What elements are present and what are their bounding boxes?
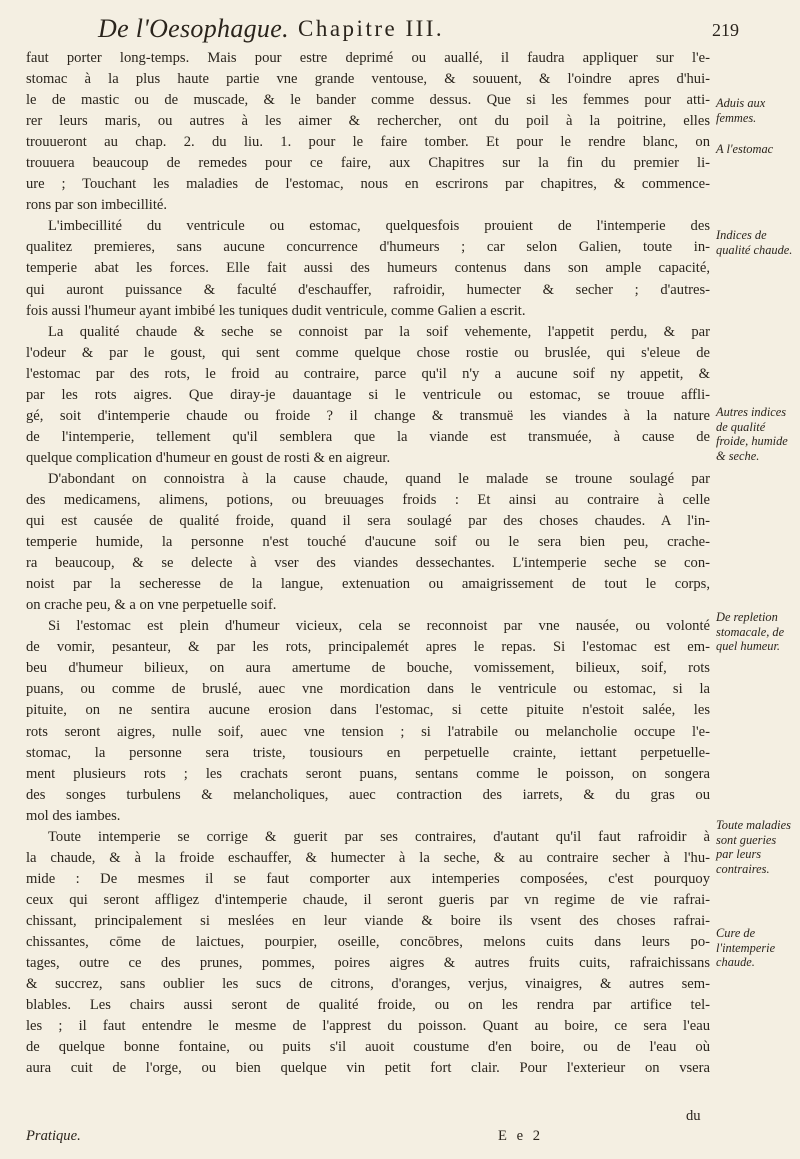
text-line: temperie humide, la personne n'est touché d'aucune soif ou le sera bien peu, crache- (26, 534, 710, 551)
text-line: ra beaucoup, & se delecte à vser des viandes dessechantes. L'intemperie seche se con- (26, 555, 710, 572)
text-line: chissantes, cōme de laictues, pourpier, oseille, concōbres, melons cuits dans leurs po- (26, 933, 710, 950)
margin-note-estomac: A l'estomac (716, 142, 774, 156)
text-line: noist par la secheresse de la langue, extenuation ou amaigrissement de tout le corps, (26, 576, 710, 593)
text-line: puans, ou comme de bruslé, auec vne mordication dans le ventricule ou estomac, si la (26, 681, 710, 698)
text-line: la chaude, & à la froide eschauffer, & humecter à la seche, & au contraire secher à l'hu- (26, 849, 710, 866)
margin-note-indices-chaude: Indices de qualité chaude. (716, 228, 793, 257)
text-line: l'odeur & par le goust, qui sent comme quelque chose rostie ou bruslée, qui s'eleue de (26, 344, 710, 361)
text-line: L'imbecillité du ventricule ou estomac, quelquesfois prouient de l'intemperie des (48, 218, 710, 235)
text-line: Toute intemperie se corrige & guerit par ses contraires, d'autant qu'il faut rafroidir à (48, 828, 710, 845)
text-line: stomac à la plus haute partie vne grande ventouse, & souuent, & l'oindre apres d'hui- (26, 71, 710, 88)
running-title: De l'Oesophague. (98, 14, 289, 43)
catchword-left: Pratique. (26, 1128, 81, 1144)
page-number: 219 (712, 20, 739, 40)
text-line: de quelque bonne fontaine, ou puits s'il auoit coustume d'en boire, ou de l'eau où (26, 1039, 710, 1056)
text-line: de vomir, pesanteur, & par les rots, principalemét apres le repas. Si l'estomac est em- (26, 639, 710, 656)
text-line: qui auront puissance & faculté d'eschauffer, rafroidir, humecter & secher ; d'autres- (26, 281, 710, 298)
text-line: fois aussi l'humeur ayant imbibé les tuniques dudit ventricule, comme Galien a escrit. (26, 302, 526, 319)
margin-note-aduis: Aduis aux femmes. (716, 96, 766, 125)
text-line: stomac, la personne sera triste, tousiours en perpetuelle crainte, iettant perpetuelle- (26, 744, 710, 761)
text-line: temperie abat les forces. Elle fait aussi des humeurs contenus dans son ample capacité, (26, 260, 710, 277)
text-line: tages, outre ce des prunes, pommes, poires aigres & autres fruits cuits, rafraichissans (26, 955, 710, 972)
text-line: qualitez premieres, sans aucune concurrence d'humeurs ; car selon Galien, toute in- (26, 239, 710, 256)
text-line: Si l'estomac est plein d'humeur vicieux, cela se reconnoist par vne nausée, ou volonté (48, 618, 710, 635)
text-line: ure ; Touchant les maladies de l'estomac, nous en escrirons par chapitres, & commence- (26, 176, 710, 193)
text-line: trouuera beaucoup de remedes pour ce faire, aux Chapitres sur la fin du premier li- (26, 155, 710, 172)
text-line: beu d'humeur bilieux, on aura amertume de bouche, vomissement, bilieux, soif, rots (26, 660, 710, 677)
text-line: quelque complication d'humeur en goust de rosti & en aigreur. (26, 449, 391, 466)
margin-note-contraires: Toute maladies sont gueries par leurs contraires. (716, 818, 791, 876)
margin-note-repletion: De repletion stomacale, de quel humeur. (716, 610, 785, 654)
text-line: rer leurs maris, ou autres à les aimer & rechercher, ont du poil à la poitrine, elles (26, 113, 710, 130)
margin-note-autres-indices: Autres indices de qualité froide, humide & seche. (716, 405, 788, 463)
chapter-title: Chapitre III. (298, 16, 445, 41)
text-line: pituite, on ne sentira aucune erosion dans l'estomac, si cette pituite n'estoit salée, les (26, 702, 710, 719)
catchword-right: du (686, 1108, 701, 1124)
text-line: rots seront aigres, nulle soif, auec vne tension ; si l'atrabile ou melancholie occupe l'e- (26, 723, 710, 740)
text-line: aura cuit de l'orge, ou bien quelque vin petit fort clair. Pour l'exterieur on vsera (26, 1060, 710, 1077)
text-line: gé, soit d'intemperie chaude ou froide ? il change & transmuë les viandes à la nature (26, 407, 710, 424)
text-line: le de mastic ou de muscade, & le bander comme dessus. Que si les femmes pour atti- (26, 92, 710, 109)
text-line: mol des iambes. (26, 807, 121, 824)
text-line: qui est causée de qualité froide, quand il sera soulagé par des choses chaudes. A l'in- (26, 513, 710, 530)
body-text (26, 48, 710, 1079)
text-line: trouueront au chap. 2. du liu. 1. pour le faire tomber. Et pour le rendre blanc, on (26, 134, 710, 151)
text-line: les ; il faut entendre le mesme de l'apprest du poisson. Quant au boire, ce sera l'eau (26, 1018, 710, 1035)
text-line: faut porter long-temps. Mais pour estre deprimé ou auallé, il faudra appliquer sur l'e- (26, 50, 710, 66)
text-line: l'estomac par des rots, le froid au contraire, parce qu'il n'y a aucune soif ny appetit, & (26, 365, 710, 382)
text-line: on crache peu, & a on vne perpetuelle soif. (26, 597, 277, 614)
text-line: de l'intemperie, tellement qu'il semblera que la viande est transmuée, à cause de (26, 428, 710, 445)
margin-note-cure: Cure de l'intemperie chaude. (716, 926, 776, 970)
text-line: & succrez, sans oublier les sucs de citrons, d'oranges, verjus, vinaigres, & autres sem- (26, 976, 710, 993)
text-line: des medicamens, alimens, potions, ou breuuages froids : Et ainsi au contraire à celle (26, 491, 710, 508)
text-line: rons par son imbecillité. (26, 197, 168, 214)
text-line: ceux qui seront affligez d'intemperie chaude, il seront gueris par vn regime de vie rafrai- (26, 891, 710, 908)
signature-mark: E e 2 (498, 1128, 543, 1144)
text-line: chissant, principalement si meslées en leur viande & boire ils vsent des choses rafrai- (26, 912, 710, 929)
text-line: La qualité chaude & seche se connoist par la soif vehemente, l'appetit perdu, & par (48, 323, 710, 340)
text-line: blables. Les chairs aussi seront de qualité froide, ou on les rendra par artifice tel- (26, 997, 710, 1014)
text-line: des songes turbulens & melancholiques, auec contraction des iarrets, & du gras ou (26, 786, 710, 803)
text-line: D'abondant on connoistra à la cause chaude, quand le malade se troune soulagé par (48, 470, 710, 487)
text-line: mide : De mesmes il se faut comporter aux intemperies composées, c'est pourquoy (26, 870, 710, 887)
text-line: par les rots aigres. Que diray-je dauantage si le ventricule ou estomac, se trouue affli- (26, 386, 710, 403)
running-header (36, 8, 766, 48)
text-line: ment plusieurs rots ; les crachats seront puans, sentans comme le poisson, on songera (26, 765, 710, 782)
